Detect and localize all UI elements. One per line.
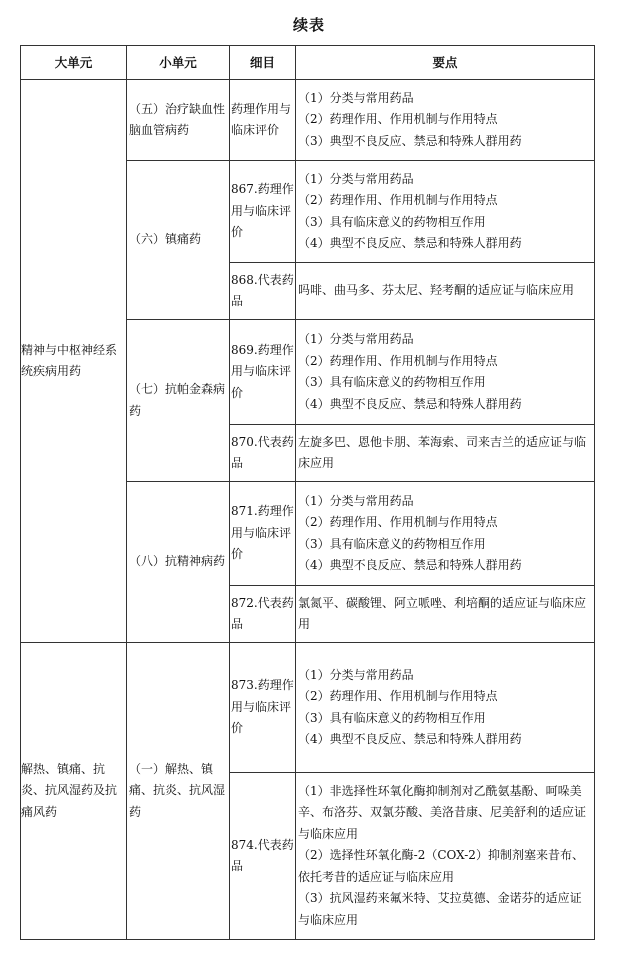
point-line: （1）分类与常用药品: [298, 90, 414, 105]
minor-unit-cell: （六）镇痛药: [127, 161, 230, 320]
point-line: （2）选择性环氧化酶-2（COX-2）抑制剂塞来昔布、依托考昔的适应证与临床应用: [298, 848, 584, 884]
content-table: [20, 45, 595, 940]
item-cell: 874.代表药品: [230, 773, 296, 940]
table-header-row: [21, 46, 595, 80]
point-line: （1）分类与常用药品: [298, 667, 414, 682]
header-major-unit: 大单元: [21, 46, 127, 80]
points-cell: [296, 425, 595, 482]
header-points: 要点: [296, 46, 595, 80]
point-line: （4）典型不良反应、禁忌和特殊人群用药: [298, 236, 522, 250]
point-line: （4）典型不良反应、禁忌和特殊人群用药: [298, 732, 522, 746]
minor-unit-cell: （八）抗精神病药: [127, 482, 230, 643]
point-line: 左旋多巴、恩他卡朋、苯海索、司来吉兰的适应证与临床应用: [298, 434, 587, 470]
point-line: （3）具有临床意义的药物相互作用: [298, 536, 486, 551]
item-cell: 872.代表药品: [230, 586, 296, 643]
point-line: （2）药理作用、作用机制与作用特点: [298, 193, 498, 207]
point-line: （2）药理作用、作用机制与作用特点: [298, 112, 498, 127]
points-cell: [296, 320, 595, 425]
point-line: （1）分类与常用药品: [298, 171, 414, 186]
points-cell: [296, 586, 595, 643]
point-line: （3）典型不良反应、禁忌和特殊人群用药: [298, 133, 522, 148]
header-item: 细目: [230, 46, 296, 80]
point-line: （1）分类与常用药品: [298, 332, 414, 346]
minor-unit-cell: （一）解热、镇痛、抗炎、抗风湿药: [127, 643, 230, 940]
point-line: 吗啡、曲马多、芬太尼、羟考酮的适应证与临床应用: [298, 283, 575, 298]
item-cell: 药理作用与临床评价: [230, 80, 296, 161]
point-line: （3）抗风湿药来氟米特、艾拉莫德、金诺芬的适应证与临床应用: [298, 891, 582, 927]
minor-unit-cell: （七）抗帕金森病药: [127, 320, 230, 482]
table-row: [21, 643, 595, 773]
point-line: （1）分类与常用药品: [298, 493, 414, 508]
point-line: 氯氮平、碳酸锂、阿立哌唑、利培酮的适应证与临床应用: [298, 595, 587, 631]
header-minor-unit: 小单元: [127, 46, 230, 80]
table-row: [21, 80, 595, 161]
point-line: （1）非选择性环氧化酶抑制剂对乙酰氨基酚、呵哚美辛、布洛芬、双氯芬酸、美洛昔康、尼美舒利的适应证与临床应用: [298, 783, 587, 841]
point-line: （3）具有临床意义的药物相互作用: [298, 214, 486, 229]
major-unit-cell: 精神与中枢神经系统疾病用药: [21, 80, 127, 643]
point-line: （2）药理作用、作用机制与作用特点: [298, 515, 498, 529]
major-unit-cell: 解热、镇痛、抗炎、抗风湿药及抗痛风药: [21, 643, 127, 940]
points-cell: [296, 263, 595, 320]
point-line: （4）典型不良反应、禁忌和特殊人群用药: [298, 558, 522, 572]
points-cell: [296, 482, 595, 586]
item-cell: 870.代表药品: [230, 425, 296, 482]
page-title: 续表: [292, 16, 325, 34]
point-line: （2）药理作用、作用机制与作用特点: [298, 353, 498, 368]
item-cell: 868.代表药品: [230, 263, 296, 320]
item-cell: 873.药理作用与临床评价: [230, 643, 296, 773]
item-cell: 867.药理作用与临床评价: [230, 161, 296, 263]
item-cell: 869.药理作用与临床评价: [230, 320, 296, 425]
points-cell: [296, 161, 595, 263]
minor-unit-cell: （五）治疗缺血性脑血管病药: [127, 80, 230, 161]
point-line: （3）具有临床意义的药物相互作用: [298, 375, 486, 389]
point-line: （2）药理作用、作用机制与作用特点: [298, 689, 498, 703]
point-line: （3）具有临床意义的药物相互作用: [298, 710, 486, 725]
point-line: （4）典型不良反应、禁忌和特殊人群用药: [298, 396, 522, 411]
item-cell: 871.药理作用与临床评价: [230, 482, 296, 586]
points-cell: [296, 773, 595, 940]
points-cell: [296, 80, 595, 161]
points-cell: [296, 643, 595, 773]
